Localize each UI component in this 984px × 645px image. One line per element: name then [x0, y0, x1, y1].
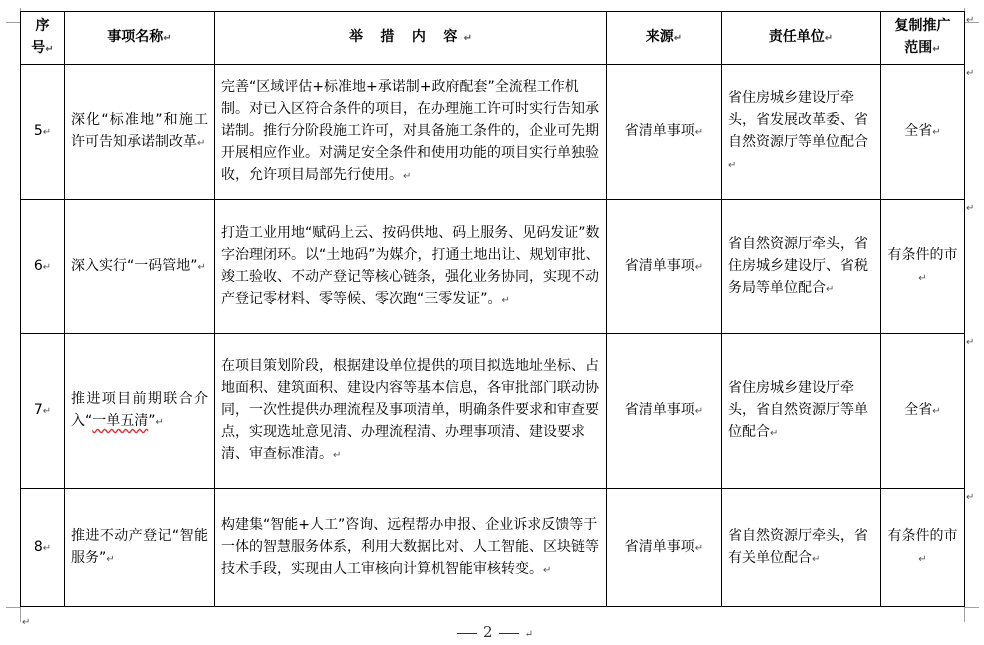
- header-name: 事项名称↵: [65, 12, 215, 65]
- measure-content: 构建集“智能+人工”咨询、远程帮办申报、企业诉求反馈等于一体的智慧服务体系，利用大数据比对、人工智能、区块链等技术手段，实现由人工审核向计算机智能审核转变。↵: [215, 489, 607, 607]
- row-end-mark: ↵: [966, 15, 975, 26]
- measure-content: 打造工业用地“赋码上云、按码供地、码上服务、见码发证”数字治理闭环。以“土地码”为媒介，打通土地出让、规划审批、竣工验收、不动产登记等核心链条，强化业务协同，实现不动产登记零材料、零等候、零次跑“三零发证”。↵: [215, 200, 607, 334]
- responsible-unit: 省住房城乡建设厅牵头，省发展改革委、省自然资源厅等单位配合↵: [722, 65, 881, 200]
- page-corner-mark: [6, 607, 21, 622]
- item-source: 省清单事项↵: [607, 334, 722, 489]
- header-source: 来源↵: [607, 12, 722, 65]
- header-seq: 序 号↵: [21, 12, 65, 65]
- measures-table: [20, 11, 965, 607]
- page-number: 2 ↵: [0, 623, 984, 641]
- table-row: [21, 489, 965, 607]
- promotion-scope: 全省↵: [881, 65, 965, 200]
- row-end-mark: ↵: [966, 203, 975, 214]
- item-source: 省清单事项↵: [607, 200, 722, 334]
- promotion-scope: 有条件的市↵: [881, 489, 965, 607]
- row-number: 6↵: [21, 200, 65, 334]
- header-content: 举 措 内 容↵: [215, 12, 607, 65]
- item-name: 深入实行“一码管地”↵: [65, 200, 215, 334]
- header-unit: 责任单位↵: [722, 12, 881, 65]
- header-scope: 复制推广 范围↵: [881, 12, 965, 65]
- responsible-unit: 省住房城乡建设厅牵头，省自然资源厅等单位配合↵: [722, 334, 881, 489]
- responsible-unit: 省自然资源厅牵头，省有关单位配合↵: [722, 489, 881, 607]
- table-row: [21, 200, 965, 334]
- table-row: [21, 334, 965, 489]
- row-number: 7↵: [21, 334, 65, 489]
- row-number: 5↵: [21, 65, 65, 200]
- page-corner-mark: [6, 8, 21, 23]
- item-source: 省清单事项↵: [607, 65, 722, 200]
- item-name: 推进不动产登记“智能服务”↵: [65, 489, 215, 607]
- item-name: 推进项目前期联合介入“一单五清”↵: [65, 334, 215, 489]
- item-source: 省清单事项↵: [607, 489, 722, 607]
- measure-content: 完善“区域评估+标准地+承诺制+政府配套”全流程工作机制。对已入区符合条件的项目，在办理施工许可时实行告知承诺制。推行分阶段施工许可，对具备施工条件的，企业可先期开展相应作业。对满足安全条件和使用功能的项目实行单独验收，允许项目局部先行使用。↵: [215, 65, 607, 200]
- measure-content: 在项目策划阶段，根据建设单位提供的项目拟选地址坐标、占地面积、建筑面积、建设内容等基本信息，各审批部门联动协同，一次性提供办理流程及事项清单，明确条件要求和审查要点，实现选址意见清、办理流程清、办理事项清、建设要求清、审查标准清。↵: [215, 334, 607, 489]
- spellcheck-underline: 一单五清: [92, 413, 149, 429]
- paragraph-mark: ↵: [22, 617, 31, 628]
- row-end-mark: ↵: [966, 492, 975, 503]
- promotion-scope: 全省↵: [881, 334, 965, 489]
- row-end-mark: ↵: [966, 337, 975, 348]
- row-number: 8↵: [21, 489, 65, 607]
- table-header-row: [21, 12, 965, 65]
- page-corner-mark: [964, 607, 979, 622]
- row-end-mark: ↵: [966, 68, 975, 79]
- responsible-unit: 省自然资源厅牵头，省住房城乡建设厅、省税务局等单位配合↵: [722, 200, 881, 334]
- promotion-scope: 有条件的市↵: [881, 200, 965, 334]
- table-row: [21, 65, 965, 200]
- item-name: 深化“标准地”和施工许可告知承诺制改革↵: [65, 65, 215, 200]
